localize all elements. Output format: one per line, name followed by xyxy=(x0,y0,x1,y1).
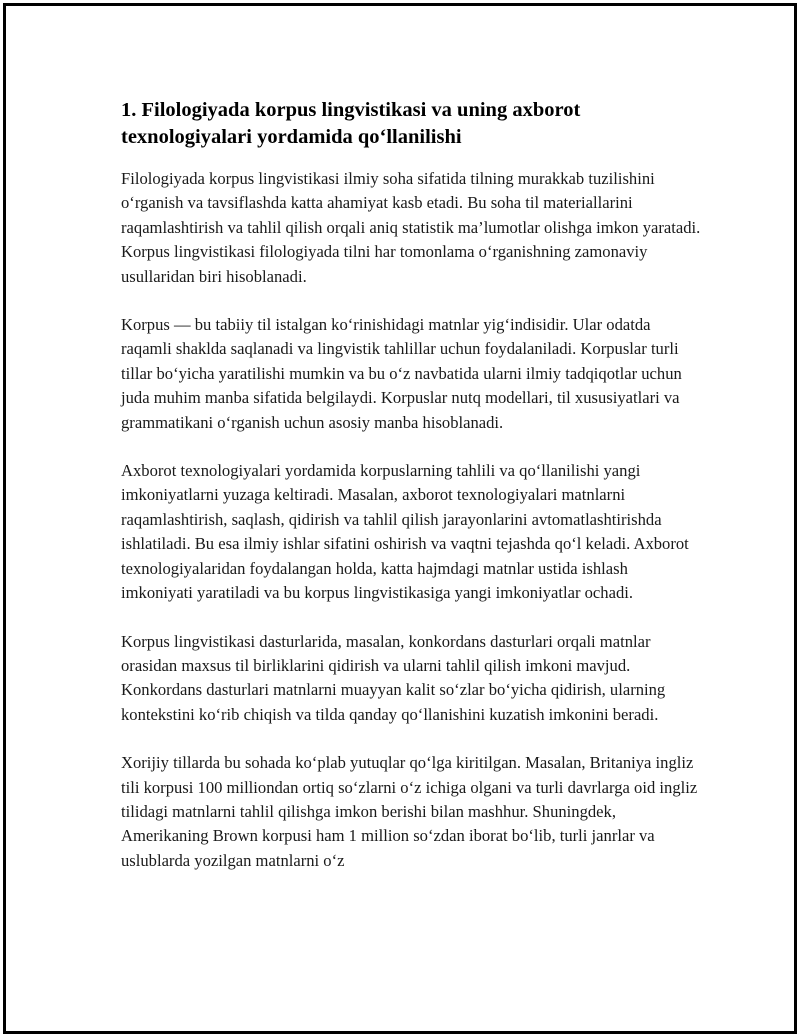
page-frame xyxy=(3,3,797,1034)
paragraph-4: Korpus lingvistikasi dasturlarida, masalan, konkordans dasturlari orqali matnlar orasidan maxsus til birliklarini qidirish va ularni tahlil qilish imkoni mavjud. Konkordans dasturlari matnlarni muayyan kalit so‘zlar bo‘yicha qidirish, ularning kontekstini ko‘rib chiqish va tilda qanday qo‘llanishini kuzatish imkonini beradi. xyxy=(121,631,666,724)
section-heading: 1. Filologiyada korpus lingvistikasi va uning axborot texnologiyalari yordamida qo‘llanilishi xyxy=(121,99,581,148)
paragraph-5: Xorijiy tillarda bu sohada ko‘plab yutuqlar qo‘lga kiritilgan. Masalan, Britaniya ingliz tili korpusi 100 milliondan ortiq so‘zlarni o‘z ichiga olgani va turli davrlarga oid ingliz tilidagi matnlarni tahlil qilishga imkon berishi bilan mashhur. Shuningdek, Amerikaning Brown korpusi ham 1 million so‘zdan iborat bo‘lib, turli janrlar va uslublarda yozilgan matnlarni o‘z xyxy=(121,753,698,870)
paragraph-2: Korpus — bu tabiiy til istalgan ko‘rinishidagi matnlar yig‘indisidir. Ular odatda raqamli shaklda saqlanadi va lingvistik tahlillar uchun foydalaniladi. Korpuslar turli tillar bo‘yicha yaratilishi mumkin va bu o‘z navbatida ularni ilmiy tadqiqotlar uchun juda muhim manba sifatida belgilaydi. Korpuslar nutq modellari, til xususiyatlari va grammatikani o‘rganish uchun asosiy manba hisoblanadi. xyxy=(121,315,682,432)
document-body xyxy=(121,97,701,897)
paragraph-1: Filologiyada korpus lingvistikasi ilmiy soha sifatida tilning murakkab tuzilishini o‘rganish va tavsiflashda katta ahamiyat kasb etadi. Bu soha til materiallarini raqamlashtirish va tahlil qilish orqali aniq statistik ma’lumotlar olishga imkon yaratadi. Korpus lingvistikasi filologiyada tilni har tomonlama o‘rganishning zamonaviy usullaridan biri hisoblanadi. xyxy=(121,169,701,286)
paragraph-3: Axborot texnologiyalari yordamida korpuslarning tahlili va qo‘llanilishi yangi imkoniyatlarni yuzaga keltiradi. Masalan, axborot texnologiyalari matnlarni raqamlashtirish, saqlash, qidirish va tahlil qilish jarayonlarini avtomatlashtirishda ishlatiladi. Bu esa ilmiy ishlar sifatini oshirish va vaqtni tejashda qo‘l keladi. Axborot texnologiyalaridan foydalangan holda, katta hajmdagi matnlar ustida ishlash imkoniyati yaratiladi va bu korpus lingvistikasiga yangi imkoniyatlar ochadi. xyxy=(121,461,689,603)
